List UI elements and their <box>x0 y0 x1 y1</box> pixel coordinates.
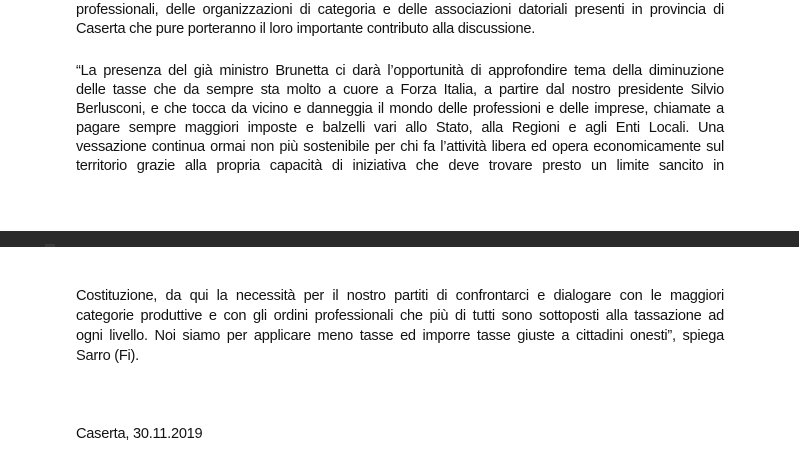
quote-paragraph-line: Berlusconi, e che tocca da vicino e danneggia il mondo delle professioni e delle imprese, chiamate a <box>76 101 724 117</box>
quote-paragraph-line: pagare sempre maggiori imposte e balzelli vari allo Stato, alla Regioni e agli Enti Locali. Una <box>76 120 724 136</box>
paragraph-line: categorie produttive e con gli ordini professionali che più di tutti sono sottoposti alla tassazione ad <box>76 308 724 324</box>
dateline: Caserta, 30.11.2019 <box>76 426 203 442</box>
document-page-bottom <box>0 247 799 465</box>
paragraph-line: ogni livello. Noi siamo per applicare meno tasse ed imporre tasse giuste a cittadini onesti”, spiega <box>76 328 724 344</box>
paragraph-line: Costituzione, da qui la necessità per il nostro partiti di confrontarci e dialogare con le maggiori <box>76 288 724 304</box>
paragraph-line: Sarro (Fi). <box>76 348 139 364</box>
paragraph-line: professionali, delle organizzazioni di categoria e delle associazioni datoriali presenti in provincia di <box>76 2 724 18</box>
quote-paragraph-line: “La presenza del già ministro Brunetta ci darà l’opportunità di approfondire tema della diminuzione <box>76 63 724 79</box>
quote-paragraph-line: territorio grazie alla propria capacità di iniziativa che deve trovare presto un limite sancito in <box>76 158 724 174</box>
quote-paragraph-line: delle tasse che da sempre sta molto a cuore a Forza Italia, a partire dal nostro presidente Silvio <box>76 82 724 98</box>
document-page-top <box>0 0 799 231</box>
quote-paragraph-line: vessazione continua ormai non più sostenibile per chi fa l’attività libera ed opera economicamente sul <box>76 139 724 155</box>
page-separator <box>0 231 799 247</box>
paragraph-line: Caserta che pure porteranno il loro importante contributo alla discussione. <box>76 21 536 37</box>
